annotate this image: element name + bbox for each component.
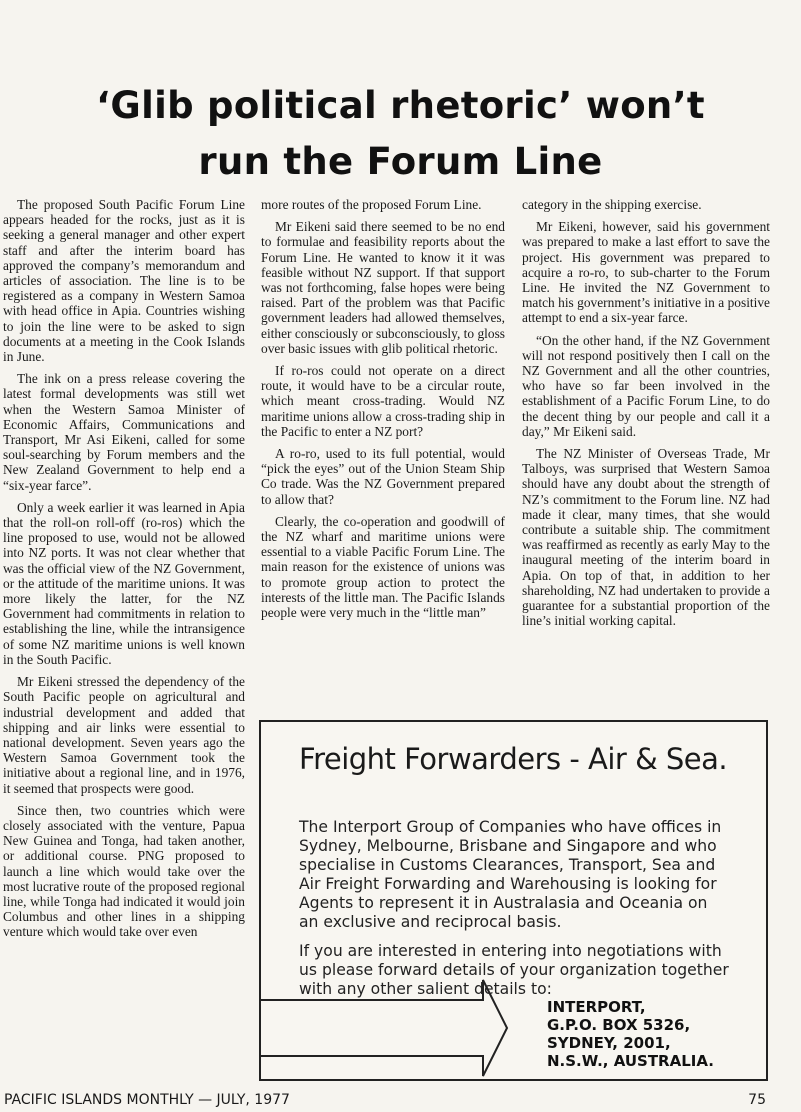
article-paragraph: A ro-ro, used to its full potential, would “pick the eyes” out of the Union Steam Ship Co trade. Was the NZ Government prepared to allow that? xyxy=(261,446,505,507)
article-paragraph: Clearly, the co-operation and goodwill of the NZ wharf and maritime unions were essential to a viable Pacific Forum Line. The main reason for the existence of unions was to promote group action to protect the interests of the little man. The Pacific Islands people were very much in the “little man” xyxy=(261,513,505,621)
article-paragraph: The ink on a press release covering the latest formal developments was still wet when the Western Samoa Minister of Economic Affairs, Communications and Transport, Mr Asi Eikeni, called for some soul-searching by Forum members and the New Zealand Government to help end a “six-year farce”. xyxy=(3,371,245,493)
arrow-icon xyxy=(261,978,511,1078)
advertisement-box xyxy=(259,720,768,1081)
article-paragraph: Mr Eikeni said there seemed to be no end to formulae and feasibility reports about the Forum Line. He wanted to know it it was feasible without NZ support. If that support was not forthcoming, false hopes were being raised. Part of the problem was that Pacific government leaders had allowed themselves, either consciously or subconsciously, to gloss over basic issues with glib political rhetoric. xyxy=(261,219,505,356)
address-line: G.P.O. BOX 5326, xyxy=(547,1016,691,1034)
article-paragraph: category in the shipping exercise. xyxy=(522,197,702,212)
article-paragraph: Since then, two countries which were closely associated with the venture, Papua New Guinea and Tonga, had taken another, or additional course. PNG proposed to launch a line which would take over the most lucrative route of the proposed regional line, while Tonga had indicated it would join Columbus and other lines in a shipping venture which would take over even xyxy=(3,802,245,940)
article-paragraph: Mr Eikeni, however, said his government was prepared to make a last effort to save the project. His government was prepared to acquire a ro-ro, to sub-charter to the Forum Line. He invited the NZ Government to match his government’s initiative in a positive attempt to end a six-year farce. xyxy=(522,219,770,326)
ad-paragraph-2: If you are interested in entering into negotiations with us please forward details of your organization together with any other salient details to: xyxy=(299,942,729,998)
article-column-3 xyxy=(522,197,770,635)
article-paragraph: more routes of the proposed Forum Line. xyxy=(261,197,482,212)
article-paragraph: Only a week earlier it was learned in Apia that the roll-on roll-off (ro-ros) which the line proposed to use, would not be allowed into NZ ports. It was not clear whether that was the official view of the NZ Government, or the attitude of the maritime unions. It was more likely the latter, for the NZ Government had commitments in relation to establishing the line, while the intransigence of some NZ maritime unions is well known in the South Pacific. xyxy=(3,499,245,667)
article-paragraph: The NZ Minister of Overseas Trade, Mr Talboys, was surprised that Western Samoa should have any doubt about the strength of NZ’s commitment to the Forum line. NZ had made it clear, many times, that she would contribute a suitable ship. The commitment was reaffirmed as recently as early May to the inaugural meeting of the interim board in Apia. On top of that, in addition to her shareholding, NZ had undertaken to provide a guarantee for a substantial proportion of the line’s initial working capital. xyxy=(522,446,770,629)
article-paragraph: Mr Eikeni stressed the dependency of the South Pacific people on agricultural and industrial development and added that shipping and air links were essential to national development. Seven years ago the Western Samoa Government took the initiative about a regional line, and in 1976, it seemed that prospects were good. xyxy=(3,674,245,796)
headline-line-2: run the Forum Line xyxy=(198,140,603,183)
ad-paragraph-1: The Interport Group of Companies who have offices in Sydney, Melbourne, Brisbane and Singapore and who specialise in Customs Clearances, Transport, Sea and Air Freight Forwarding and Warehousing is looking for Agents to represent it in Australasia and Oceania on an exclusive and reciprocal basis. xyxy=(299,818,722,931)
page-footer xyxy=(4,1092,774,1112)
headline xyxy=(20,78,781,190)
article-column-1 xyxy=(3,197,245,947)
article-paragraph: The proposed South Pacific Forum Line appears headed for the rocks, just as it is seeking a general manager and other expert staff and after the interim board has approved the company’s memorandum and articles of association. The line is to be registered as a company in Western Samoa with head office in Apia. Countries wishing to join the line were to be asked to sign documents at a meeting in the Cook Islands in June. xyxy=(3,197,245,365)
article-column-2 xyxy=(261,197,505,627)
article-paragraph: If ro-ros could not operate on a direct route, it would have to be a circular route, which meant cross-trading. Would NZ maritime unions allow a cross-trading ship in the Pacific to enter a NZ port? xyxy=(261,363,505,439)
ad-address xyxy=(547,998,714,1070)
address-line: INTERPORT, xyxy=(547,998,646,1016)
article-paragraph: “On the other hand, if the NZ Government will not respond positively then I call on the NZ Government and all the other countries, who have so far been involved in the establishment of a Pacific Forum Line, to do the decent thing by our people and call it a day,” Mr Eikeni said. xyxy=(522,332,770,439)
ad-title: Freight Forwarders - Air & Sea. xyxy=(299,742,728,776)
headline-line-1: ‘Glib political rhetoric’ won’t xyxy=(96,84,705,127)
publication-line: PACIFIC ISLANDS MONTHLY — JULY, 1977 xyxy=(4,1092,290,1108)
address-line: N.S.W., AUSTRALIA. xyxy=(547,1052,714,1070)
address-line: SYDNEY, 2001, xyxy=(547,1034,671,1052)
page-number: 75 xyxy=(748,1092,766,1108)
